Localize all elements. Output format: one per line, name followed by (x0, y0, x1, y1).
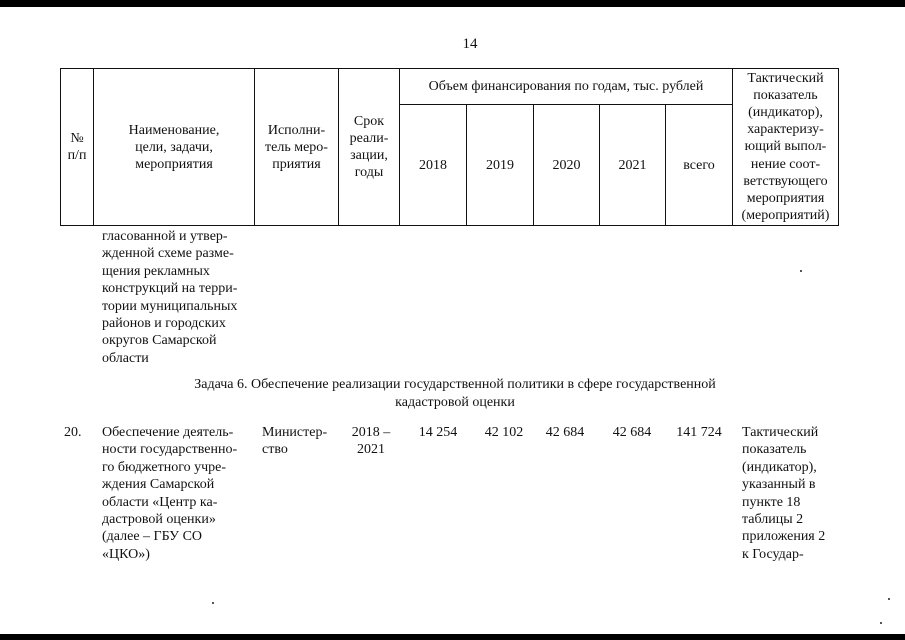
row-name: Обеспечение деятель- ности государственно- го бюджетного учре- ждения Самарской области «Центр ка- дастровой оценки» (далее – ГБУ СО «ЦКО») (102, 425, 238, 562)
top-border (0, 0, 905, 7)
row-value-2021: 42 684 (612, 425, 652, 440)
row-term: 2018 – 2021 (351, 425, 391, 458)
header-year-2020: 2020 (552, 157, 581, 173)
header-year-2021: 2021 (618, 157, 647, 173)
page-number: 14 (462, 36, 478, 52)
row-value-2019: 42 102 (484, 425, 524, 440)
bottom-border (0, 634, 905, 640)
scan-speck (888, 598, 890, 600)
header-num: № п/п (67, 131, 87, 163)
continuation-text: гласованной и утвер- жденной схеме разме- щения рекламных конструкций на терри- тории муниципальных районов и городских округов Самарской области (102, 229, 238, 366)
header-executor: Исполни- тель меро- приятия (265, 122, 328, 172)
scan-speck (212, 602, 214, 604)
header-financing: Объем финансирования по годам, тыс. рублей (428, 79, 704, 94)
scan-speck (800, 270, 802, 272)
header-term: Срок реали- зации, годы (349, 114, 389, 180)
header-name: Наименование, цели, задачи, мероприятия (128, 122, 220, 172)
row-executor: Министер- ство (262, 425, 328, 458)
row-indicator: Тактический показатель (индикатор), указанный в пункте 18 таблицы 2 приложения 2 к Государ- (742, 425, 826, 562)
row-value-2018: 14 254 (418, 425, 458, 440)
header-year-2018: 2018 (419, 157, 447, 173)
scan-speck (880, 622, 882, 624)
header-indicator: Тактический показатель (индикатор), характеризу- ющий выпол- нение соот- ветствующего мероприятия (мероприятий) (741, 70, 830, 224)
header-total: всего (683, 157, 715, 173)
header-year-2019: 2019 (486, 157, 514, 173)
table-header (60, 68, 839, 226)
row-value-2020: 42 684 (545, 425, 585, 440)
row-value-total: 141 724 (676, 425, 722, 440)
row-number: 20. (64, 425, 82, 440)
task-heading: Задача 6. Обеспечение реализации государственной политики в сфере государственной кадастровой оценки (194, 377, 716, 410)
